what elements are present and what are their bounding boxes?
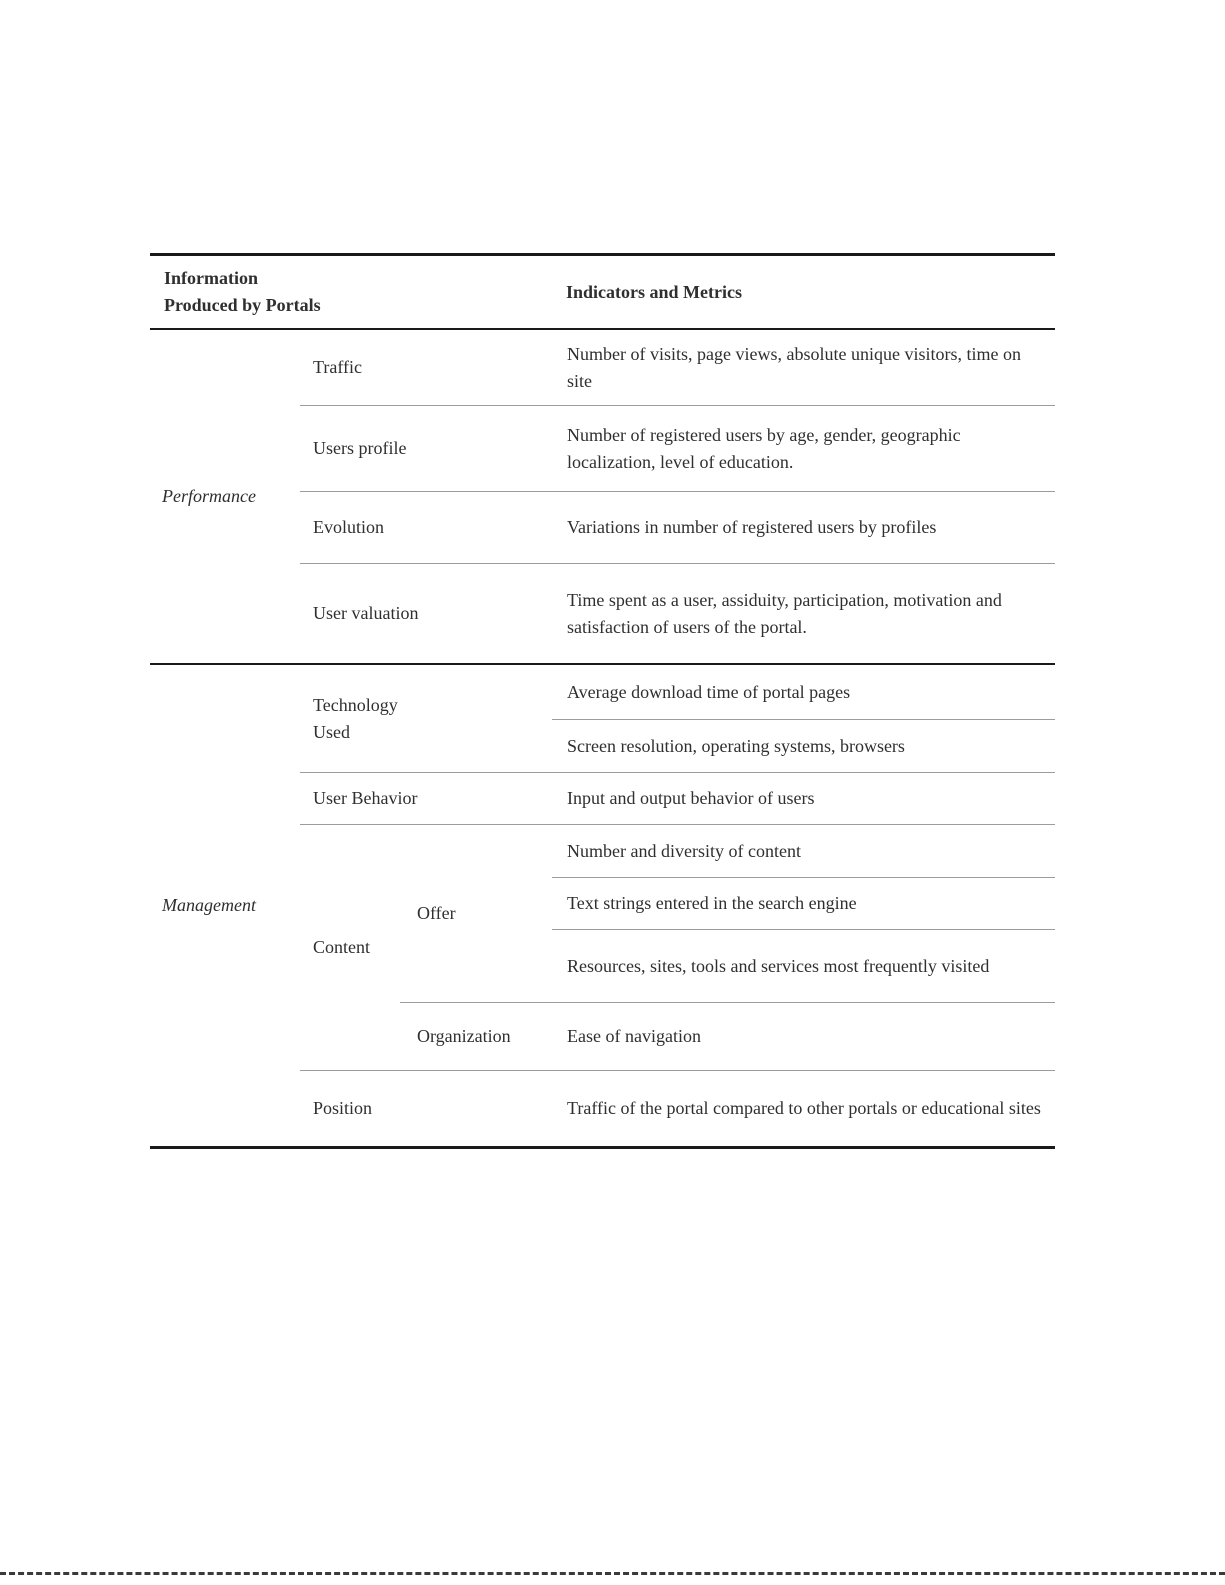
metric-ease-of-navigation <box>552 1003 1055 1071</box>
metric-user-behavior <box>552 773 1055 825</box>
metric-resources-most-visited-text: Resources, sites, tools and services most frequently visited <box>567 955 990 976</box>
header-info-line1: Information <box>164 268 258 288</box>
metric-portal-traffic-compared <box>552 1071 1055 1146</box>
subcategory-offer-label: Offer <box>417 903 456 923</box>
metric-users-profile <box>552 406 1055 492</box>
metric-evolution-text: Variations in number of registered users by profiles <box>567 517 937 537</box>
metric-number-diversity-content-text: Number and diversity of content <box>567 840 801 861</box>
subcategory-users-profile <box>300 406 552 492</box>
header-info-text <box>164 265 321 319</box>
metric-text-strings-search <box>552 878 1055 930</box>
metric-users-profile-text: Number of registered users by age, gender, geographic localization, level of education. <box>567 424 961 472</box>
subcategory-traffic-label: Traffic <box>313 357 362 377</box>
metric-user-valuation <box>552 564 1055 665</box>
subcategory-evolution-label: Evolution <box>313 517 384 537</box>
category-management-label: Management <box>162 895 256 915</box>
metric-user-valuation-text: Time spent as a user, assiduity, participation, motivation and satisfaction of users of the portal. <box>567 589 1002 637</box>
category-performance <box>150 330 300 665</box>
header-info-line2: Produced by Portals <box>164 295 321 315</box>
subcategory-technology-used-label: Technology Used <box>313 694 398 742</box>
subcategory-content-label: Content <box>313 937 370 957</box>
subcategory-users-profile-label: Users profile <box>313 438 407 458</box>
metric-traffic-text: Number of visits, page views, absolute unique visitors, time on site <box>567 343 1021 391</box>
metric-screen-resolution-text: Screen resolution, operating systems, browsers <box>567 735 905 756</box>
subcategory-content <box>300 825 400 1071</box>
metric-evolution <box>552 492 1055 564</box>
subcategory-position-label: Position <box>313 1098 373 1118</box>
metric-number-diversity-content <box>552 825 1055 878</box>
metric-average-download-time-text: Average download time of portal pages <box>567 681 851 702</box>
header-indicators-label: Indicators and Metrics <box>566 281 742 302</box>
subcategory-user-valuation-label: User valuation <box>313 603 419 623</box>
metric-resources-most-visited <box>552 930 1055 1003</box>
subcategory-evolution <box>300 492 552 564</box>
metric-ease-of-navigation-text: Ease of navigation <box>567 1026 701 1046</box>
metric-user-behavior-text: Input and output behavior of users <box>567 788 815 808</box>
subcategory-offer <box>400 825 552 1003</box>
indicators-metrics-table <box>150 253 1055 1149</box>
metric-average-download-time <box>552 665 1055 720</box>
subcategory-traffic <box>300 330 552 406</box>
category-performance-label: Performance <box>162 486 256 506</box>
subcategory-organization-label: Organization <box>417 1026 511 1046</box>
subcategory-user-behavior <box>300 773 552 825</box>
category-management <box>150 665 300 1146</box>
metric-traffic <box>552 330 1055 406</box>
page-break-dashed-line <box>0 1572 1225 1575</box>
header-info-produced-by-portals <box>150 256 552 330</box>
metric-portal-traffic-compared-text: Traffic of the portal compared to other portals or educational sites <box>567 1098 1041 1118</box>
subcategory-user-behavior-label: User Behavior <box>313 788 418 808</box>
subcategory-technology-used <box>300 665 552 773</box>
subcategory-position <box>300 1071 552 1146</box>
subcategory-user-valuation <box>300 564 552 665</box>
metric-text-strings-search-text: Text strings entered in the search engine <box>567 893 857 913</box>
metric-screen-resolution <box>552 720 1055 773</box>
header-indicators-and-metrics <box>552 256 1055 330</box>
subcategory-organization <box>400 1003 552 1071</box>
